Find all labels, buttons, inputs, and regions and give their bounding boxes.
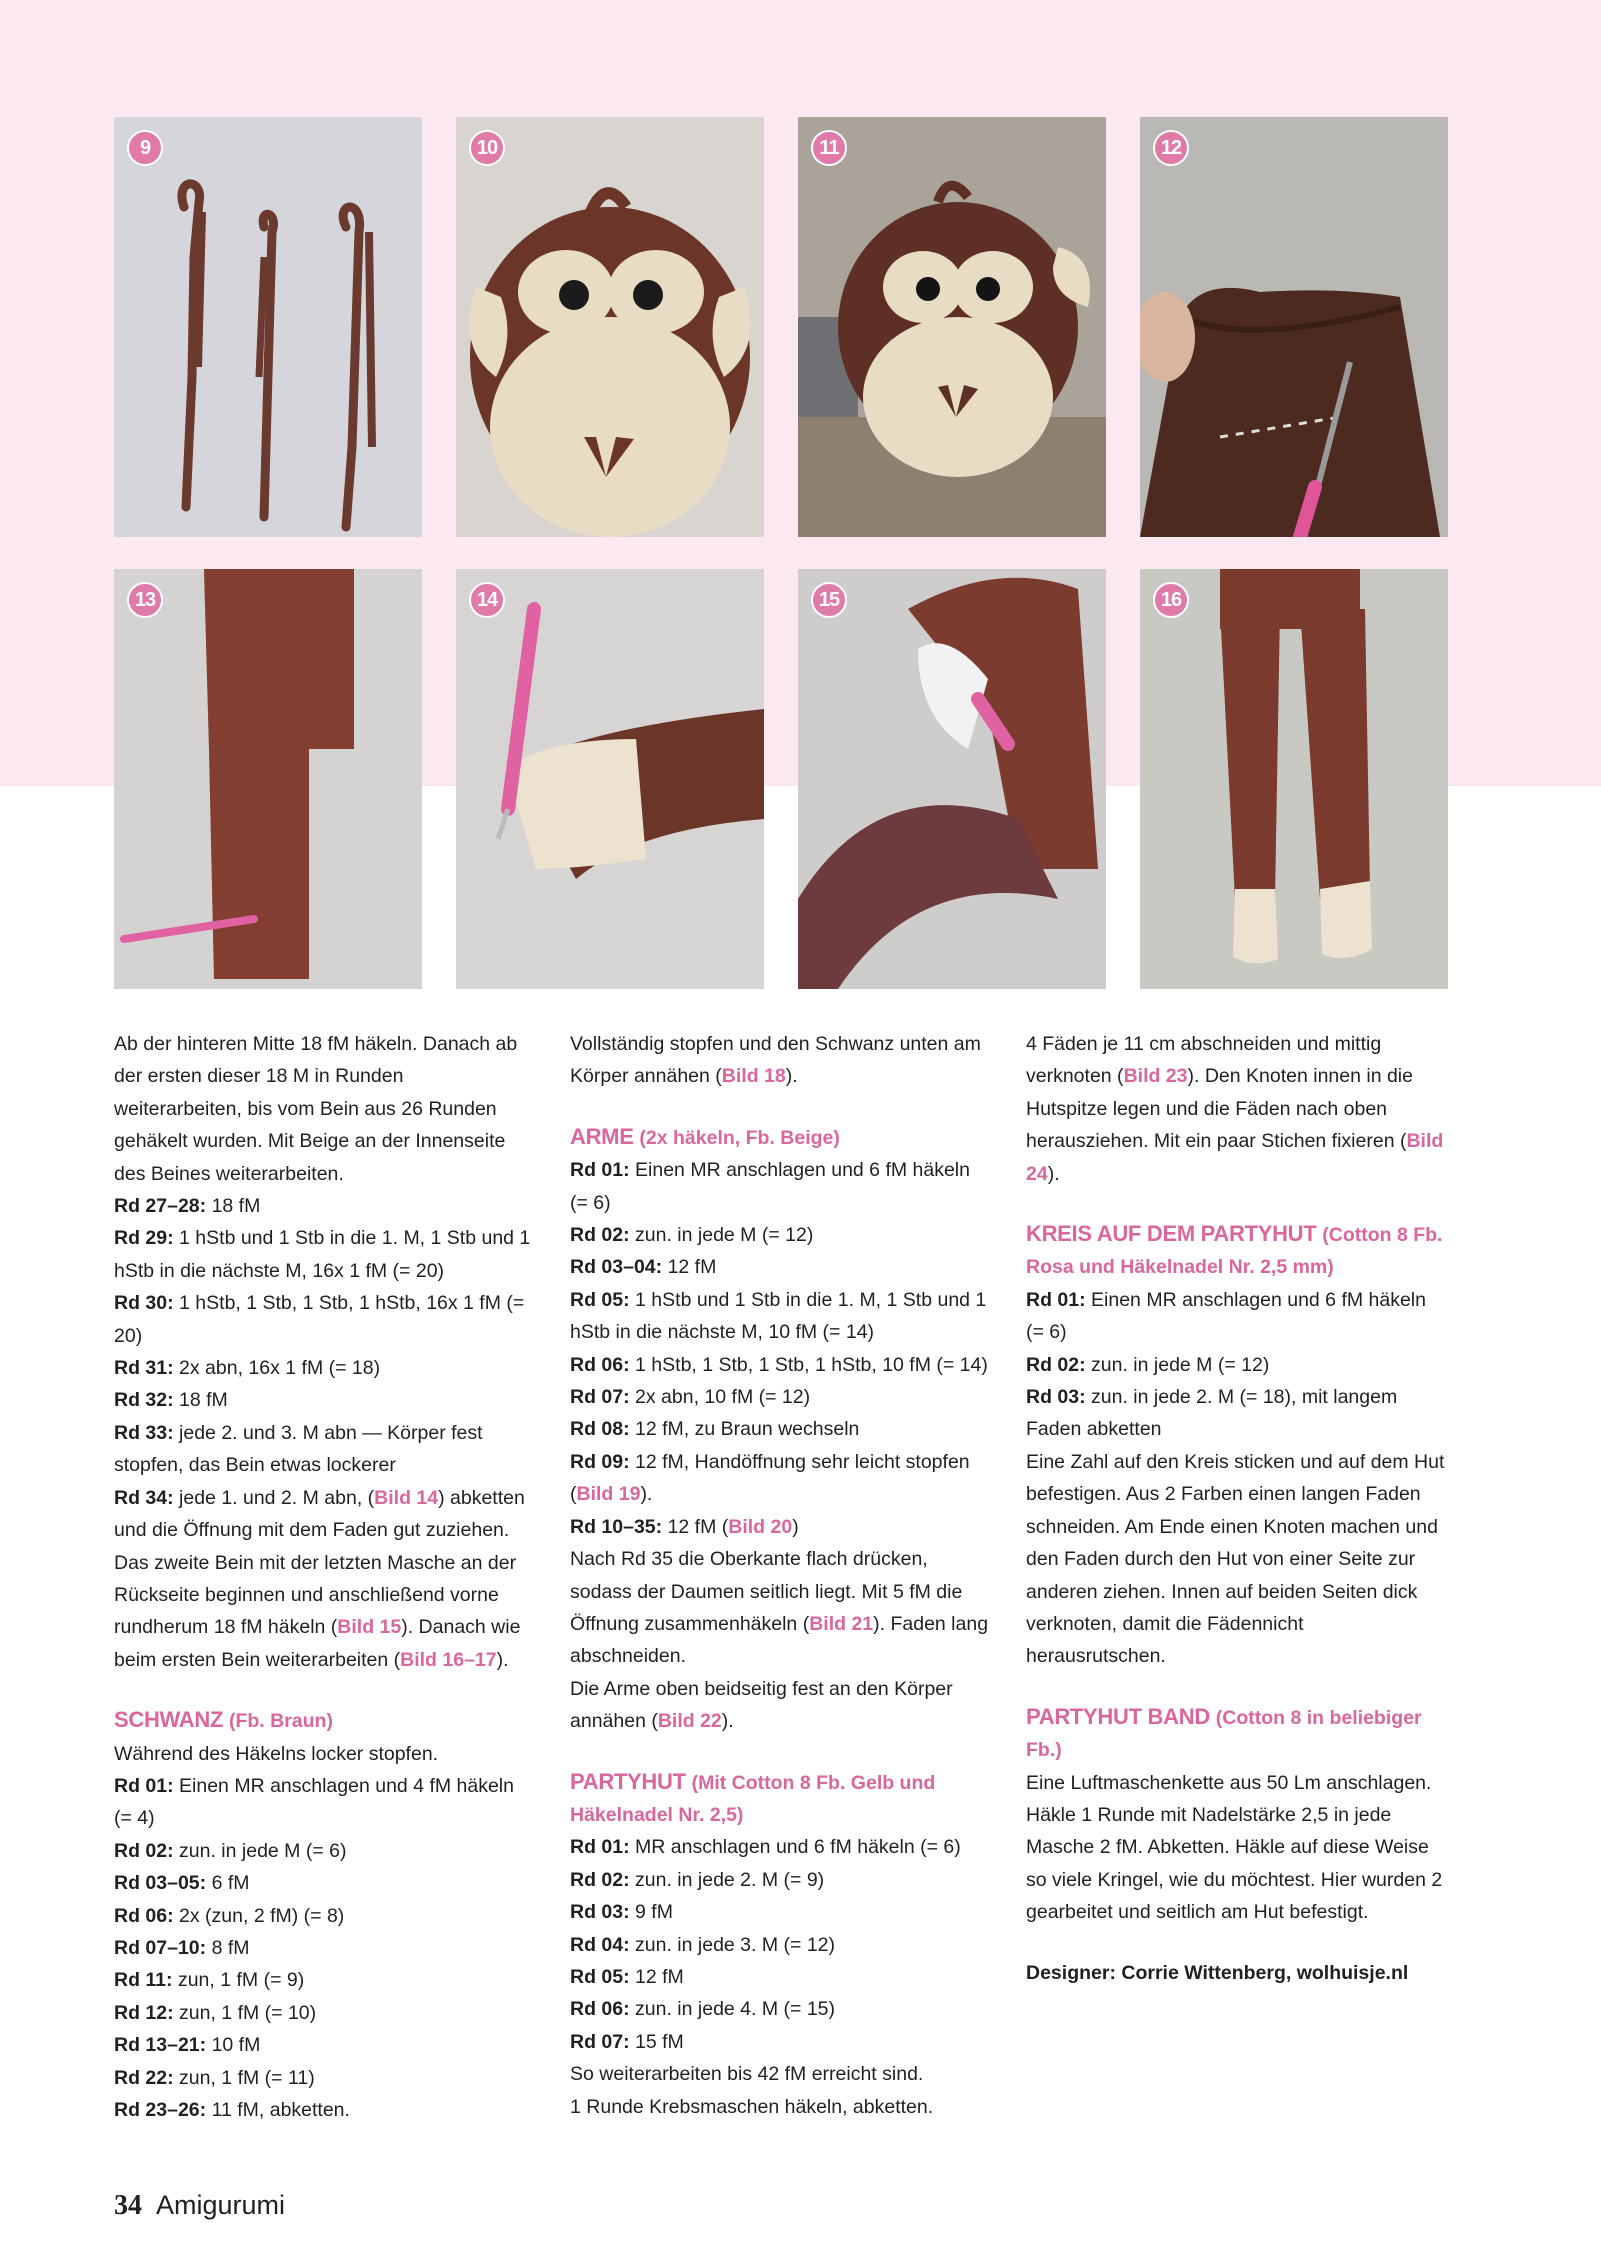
- instruction-row: Rd 06: 1 hStb, 1 Stb, 1 Stb, 1 hStb, 10 fM (= 14): [570, 1353, 988, 1376]
- instruction-row: Rd 02: zun. in jede 2. M (= 9): [570, 1868, 825, 1891]
- magazine-name: Amigurumi: [156, 2190, 286, 2220]
- photo-16-number-badge: 16: [1153, 582, 1189, 618]
- photo-15-number-badge: 15: [811, 582, 847, 618]
- instruction-row: Rd 03–05: 6 fM: [114, 1872, 250, 1895]
- photo-16: [1140, 569, 1448, 989]
- instruction-row: Rd 30: 1 hStb, 1 Stb, 1 Stb, 1 hStb, 16x 1 fM (= 20): [114, 1292, 525, 1347]
- instruction-row: Rd 07–10: 8 fM: [114, 1936, 250, 1959]
- instruction-row: Rd 29: 1 hStb und 1 Stb in die 1. M, 1 Stb und 1 hStb in die nächste M, 16x 1 fM (= 20): [114, 1227, 531, 1282]
- instruction-row: Rd 06: 2x (zun, 2 fM) (= 8): [114, 1904, 345, 1927]
- section-heading-band: PARTYHUT BAND (Cotton 8 in beliebiger Fb.): [1026, 1703, 1422, 1762]
- instruction-row: Rd 05: 1 hStb und 1 Stb in die 1. M, 1 Stb und 1 hStb in die nächste M, 10 fM (= 14): [570, 1288, 987, 1344]
- instruction-row: Rd 02: zun. in jede M (= 6): [114, 1839, 347, 1862]
- photo-11-image: [798, 117, 1106, 537]
- section-heading-tail: SCHWANZ (Fb. Braun): [114, 1707, 333, 1733]
- photo-10-image: [456, 117, 764, 537]
- photo-11-number-badge: 11: [811, 130, 847, 166]
- photo-14: [456, 569, 764, 989]
- hat-continue-text: So weiterarbeiten bis 42 fM erreicht sind.: [570, 2063, 924, 2086]
- instruction-row: Rd 03–04: 12 fM: [570, 1256, 717, 1279]
- figure-reference: Bild 18: [721, 1065, 786, 1088]
- instruction-row: Rd 10–35: 12 fM (Bild 20): [570, 1515, 799, 1538]
- photo-13: [114, 569, 422, 989]
- hat-finish-text: 1 Runde Krebsmaschen häkeln, abketten.: [570, 2095, 934, 2118]
- figure-reference: Bild 23: [1123, 1065, 1188, 1088]
- instruction-row: Rd 22: zun, 1 fM (= 11): [114, 2066, 315, 2089]
- instruction-row: Rd 01: Einen MR anschlagen und 6 fM häkeln (= 6): [1026, 1288, 1426, 1344]
- photo-14-image: [456, 569, 764, 989]
- page-number: 34: [114, 2190, 142, 2221]
- instruction-row: Rd 01: MR anschlagen und 6 fM häkeln (= 6): [570, 1836, 961, 1859]
- section-heading-arms: ARME (2x häkeln, Fb. Beige): [570, 1123, 840, 1149]
- figure-reference: Bild 21: [809, 1612, 874, 1635]
- photo-14-number-badge: 14: [469, 582, 505, 618]
- photo-12: [1140, 117, 1448, 537]
- figure-reference: Bild 22: [657, 1710, 722, 1733]
- instruction-row: Rd 01: Einen MR anschlagen und 4 fM häkeln (= 4): [114, 1774, 514, 1830]
- page-footer: [114, 2190, 285, 2222]
- tail-intro: Während des Häkelns locker stopfen.: [114, 1742, 439, 1765]
- instruction-row: Rd 04: zun. in jede 3. M (= 12): [570, 1933, 836, 1956]
- instruction-row: Rd 09: 12 fM, Handöffnung sehr leicht stopfen (Bild 19).: [570, 1450, 970, 1506]
- arms-sew-paragraph: Die Arme oben beidseitig fest an den Körper annähen (Bild 22).: [570, 1677, 953, 1733]
- figure-reference: Bild 16–17: [400, 1648, 497, 1671]
- photo-10-number-badge: 10: [469, 130, 505, 166]
- instruction-row: Rd 06: zun. in jede 4. M (= 15): [570, 1998, 836, 2021]
- instruction-row: Rd 34: jede 1. und 2. M abn, (Bild 14) abketten und die Öffnung mit dem Faden gut zuziehen.: [114, 1486, 525, 1542]
- figure-reference: Bild 14: [374, 1486, 439, 1509]
- instruction-row: Rd 13–21: 10 fM: [114, 2034, 261, 2057]
- instruction-row: Rd 33: jede 2. und 3. M abn — Körper fest stopfen, das Bein etwas lockerer: [114, 1421, 483, 1477]
- instruction-row: Rd 32: 18 fM: [114, 1389, 228, 1412]
- instruction-row: Rd 03: zun. in jede 2. M (= 18), mit langem Faden abketten: [1026, 1386, 1398, 1441]
- photo-9: [114, 117, 422, 537]
- instruction-row: Rd 23–26: 11 fM, abketten.: [114, 2099, 350, 2121]
- instruction-row: Rd 02: zun. in jede M (= 12): [1026, 1353, 1270, 1376]
- instruction-row: Rd 12: zun, 1 fM (= 10): [114, 2001, 317, 2024]
- instruction-row: Rd 03: 9 fM: [570, 1901, 673, 1924]
- circle-paragraph: Eine Zahl auf den Kreis sticken und auf dem Hut befestigen. Aus 2 Farben einen langen Faden schneiden. Am Ende einen Knoten machen und den Faden durch den Hut von einer Seite zur anderen ziehen. Innen auf beiden Seiten dick verknoten, damit die Fädennicht herausrutschen.: [1026, 1450, 1445, 1668]
- photo-9-number-badge: 9: [127, 130, 163, 166]
- figure-reference: Bild 19: [576, 1483, 641, 1506]
- intro-paragraph: Vollständig stopfen und den Schwanz unten am Körper annähen (Bild 18).: [570, 1033, 981, 1088]
- second-leg-paragraph: Das zweite Bein mit der letzten Masche an der Rückseite beginnen und anschließend vorne rundherum 18 fM häkeln (Bild 15). Danach wie beim ersten Bein weiterarbeiten (Bild 16–17).: [114, 1551, 521, 1671]
- instruction-row: Rd 27–28: 18 fM: [114, 1195, 261, 1218]
- instruction-row: Rd 11: zun, 1 fM (= 9): [114, 1969, 305, 1992]
- photo-16-image: [1140, 569, 1448, 989]
- photo-13-number-badge: 13: [127, 582, 163, 618]
- band-paragraph: Eine Luftmaschenkette aus 50 Lm anschlagen. Häkle 1 Runde mit Nadelstärke 2,5 in jede Masche 2 fM. Abketten. Häkle auf diese Weise so viele Kringel, wie du möchtest. Hier wurden 2 gearbeitet und seitlich am Hut befestigt.: [1026, 1771, 1443, 1924]
- section-heading-partyhat: PARTYHUT (Mit Cotton 8 Fb. Gelb und Häkelnadel Nr. 2,5): [570, 1768, 936, 1826]
- instruction-row: Rd 05: 12 fM: [570, 1965, 684, 1988]
- photo-15: [798, 569, 1106, 989]
- column-2: [570, 1028, 990, 2123]
- section-heading-circle: KREIS AUF DEM PARTYHUT (Cotton 8 Fb. Rosa und Häkelnadel Nr. 2,5 mm): [1026, 1221, 1443, 1279]
- figure-reference: Bild 24: [1026, 1130, 1444, 1185]
- instruction-row: Rd 01: Einen MR anschlagen und 6 fM häkeln (= 6): [570, 1159, 970, 1214]
- instruction-row: Rd 02: zun. in jede M (= 12): [570, 1224, 814, 1247]
- photo-9-image: [114, 117, 422, 537]
- instruction-row: Rd 08: 12 fM, zu Braun wechseln: [570, 1418, 860, 1441]
- intro-paragraph: Ab der hinteren Mitte 18 fM häkeln. Danach ab der ersten dieser 18 M in Runden weiterarbeiten, bis vom Bein aus 26 Runden gehäkelt wurden. Mit Beige an der Innenseite des Beines weiterarbeiten.: [114, 1033, 518, 1185]
- figure-reference: Bild 15: [337, 1616, 402, 1639]
- photo-12-number-badge: 12: [1153, 130, 1189, 166]
- intro-paragraph: 4 Fäden je 11 cm abschneiden und mittig verknoten (Bild 23). Den Knoten innen in die Hutspitze legen und die Fäden nach oben herausziehen. Mit ein paar Stichen fixieren (Bild 24).: [1026, 1033, 1444, 1185]
- photo-11: [798, 117, 1106, 537]
- photo-13-image: [114, 569, 422, 989]
- instruction-row: Rd 07: 15 fM: [570, 2030, 684, 2053]
- column-3: [1026, 1028, 1446, 1989]
- arms-finish-paragraph: Nach Rd 35 die Oberkante flach drücken, sodass der Daumen seitlich liegt. Mit 5 fM die Öffnung zusammenhäkeln (Bild 21). Faden lang abschneiden.: [570, 1548, 989, 1668]
- photo-15-image: [798, 569, 1106, 989]
- column-1: [114, 1028, 534, 2126]
- photo-10: [456, 117, 764, 537]
- designer-credit: Designer: Corrie Wittenberg, wolhuisje.nl: [1026, 1961, 1409, 1984]
- instruction-row: Rd 07: 2x abn, 10 fM (= 12): [570, 1386, 811, 1409]
- figure-reference: Bild 20: [728, 1515, 793, 1538]
- instruction-row: Rd 31: 2x abn, 16x 1 fM (= 18): [114, 1357, 381, 1380]
- photo-12-image: [1140, 117, 1448, 537]
